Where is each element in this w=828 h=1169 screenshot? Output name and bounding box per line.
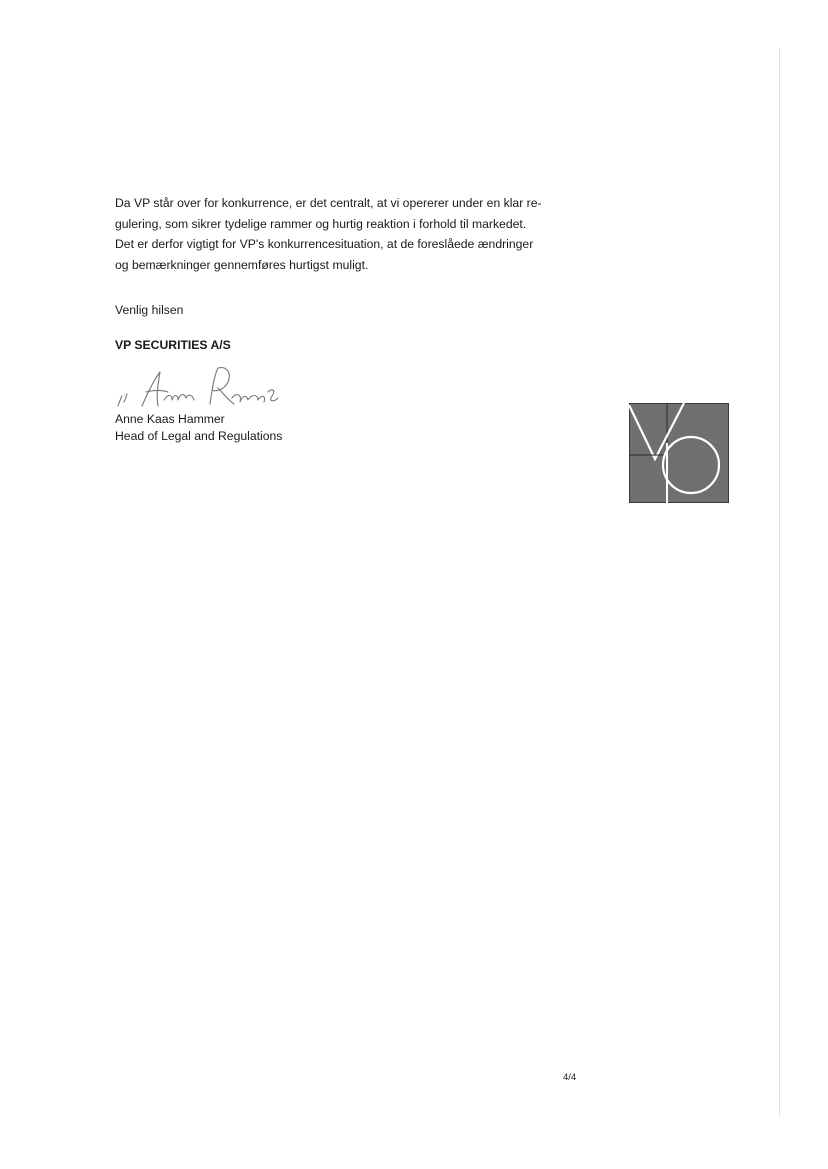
page-edge-line: [779, 48, 780, 1118]
signer-name: Anne Kaas Hammer: [115, 412, 225, 426]
logo-background: [629, 403, 729, 503]
letter-paragraph: [115, 193, 585, 275]
company-name: VP SECURITIES A/S: [115, 338, 231, 352]
signer-title: Head of Legal and Regulations: [115, 429, 283, 443]
closing-salutation: Venlig hilsen: [115, 303, 184, 317]
paragraph-line: Det er derfor vigtigt for VP's konkurrencesituation, at de foreslåede ændringer: [115, 237, 534, 251]
vp-logo: [629, 403, 729, 503]
paragraph-line: gulering, som sikrer tydelige rammer og hurtig reaktion i forhold til markedet.: [115, 216, 527, 231]
page-number: 4/4: [563, 1072, 577, 1083]
handwritten-signature: [112, 362, 282, 416]
paragraph-line: og bemærkninger gennemføres hurtigst muligt.: [115, 257, 369, 272]
paragraph-line: Da VP står over for konkurrence, er det centralt, at vi opererer under en klar re-: [115, 196, 542, 210]
